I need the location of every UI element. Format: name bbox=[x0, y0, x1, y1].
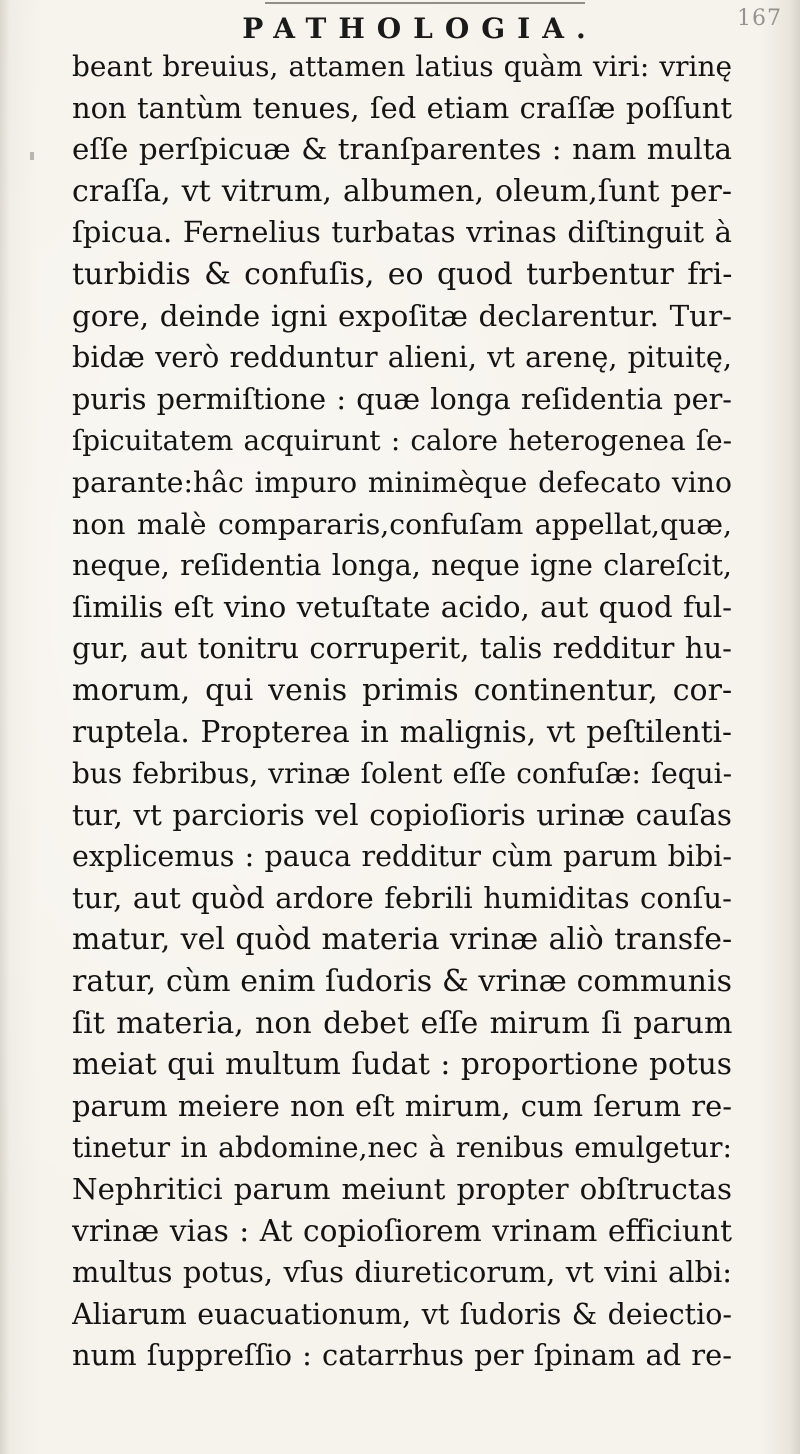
text-line: beant breuius, attamen latius quàm viri: vrinę bbox=[72, 50, 732, 83]
text-line: ruptela. Propterea in malignis, vt peſtilenti- bbox=[72, 714, 732, 749]
text-line: ratur, cùm enim ſudoris & vrinæ communis bbox=[72, 964, 732, 1000]
text-line: neque, reſidentia longa, neque igne clareſcit, bbox=[72, 549, 732, 583]
text-line: vrinæ vias : At copioſiorem vrinam efficiunt bbox=[72, 1213, 732, 1248]
top-rule bbox=[265, 2, 585, 4]
page-number-fragment: 167 bbox=[737, 6, 782, 31]
text-line: eſſe perſpicuæ & tranſparentes : nam multa bbox=[72, 132, 732, 167]
text-line: meiat qui multum ſudat : proportione potus bbox=[72, 1047, 732, 1082]
text-line: parum meiere non eſt mirum, cum ſerum re- bbox=[72, 1088, 732, 1123]
text-line: tur, aut quòd ardore febrili humiditas conſu- bbox=[72, 880, 732, 915]
text-line: tinetur in abdomine,nec à renibus emulgetur: bbox=[72, 1131, 732, 1165]
text-line: non tantùm tenues, ſed etiam craſſæ poſſunt bbox=[72, 90, 732, 125]
text-line: gore, deinde igni expoſitæ declarentur. Tur- bbox=[72, 298, 732, 333]
text-line: gur, aut tonitru corruperit, talis redditur hu- bbox=[72, 631, 732, 666]
text-line: parante:hâc impuro minimèque defecato vino bbox=[72, 465, 732, 499]
text-line: morum, qui venis primis continentur, cor- bbox=[72, 672, 732, 708]
text-line: tur, vt parcioris vel copioſioris urinæ cauſas bbox=[72, 797, 732, 832]
text-line: multus potus, vſus diureticorum, vt vini albi: bbox=[72, 1255, 732, 1290]
running-head: PATHOLOGIA. bbox=[242, 12, 598, 45]
text-line: num ſuppreſſio : catarrhus per ſpinam ad re- bbox=[72, 1338, 732, 1373]
text-line: ſimilis eſt vino vetuſtate acido, aut quod ful- bbox=[72, 589, 732, 624]
text-line: turbidis & confuſis, eo quod turbentur fri- bbox=[72, 256, 732, 292]
margin-mark bbox=[30, 152, 34, 160]
text-line: bidæ verò redduntur alieni, vt arenę, pituitę, bbox=[72, 340, 732, 375]
text-line: bus febribus, vrinæ ſolent eſſe confuſæ: ſequi- bbox=[72, 757, 732, 791]
text-line: Aliarum euacuationum, vt ſudoris & deiectio- bbox=[72, 1297, 732, 1331]
text-line: ſit materia, non debet eſſe mirum ſi parum bbox=[72, 1005, 732, 1041]
text-line: Nephritici parum meiunt propter obſtructas bbox=[72, 1172, 732, 1207]
text-line: explicemus : pauca redditur cùm parum bibi- bbox=[72, 840, 732, 874]
text-line: puris permiſtione : quæ longa reſidentia per- bbox=[72, 381, 732, 416]
text-line: non malè compararis,confuſam appellat,quæ, bbox=[72, 507, 732, 541]
text-line: craſſa, vt vitrum, albumen, oleum,ſunt per- bbox=[72, 173, 732, 209]
body-text bbox=[72, 46, 732, 1377]
text-line: ſpicuitatem acquirunt : calore heterogenea ſe- bbox=[72, 424, 732, 458]
text-line: ſpicua. Fernelius turbatas vrinas diſtinguit à bbox=[72, 215, 732, 250]
text-line: matur, vel quòd materia vrinæ aliò transfe- bbox=[72, 922, 732, 958]
